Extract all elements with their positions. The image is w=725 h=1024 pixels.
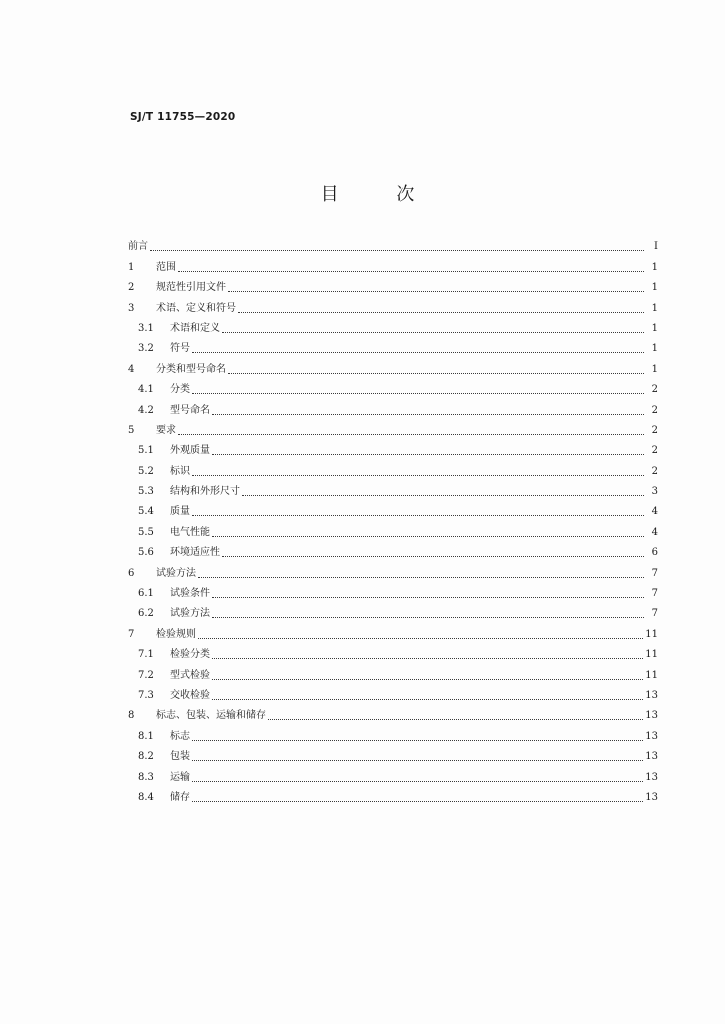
- toc-entry-page-number: 1: [651, 343, 658, 355]
- toc-entry-number: 8.4: [138, 791, 154, 803]
- dot-leader: [192, 739, 643, 741]
- toc-entry[interactable]: [128, 498, 658, 518]
- dot-leader: [178, 433, 644, 435]
- toc-entry-label: 要求: [156, 424, 176, 436]
- toc-entry-page-number: 1: [651, 282, 658, 294]
- toc-entry[interactable]: [128, 478, 658, 498]
- toc-entry-number: 8.1: [138, 730, 154, 742]
- toc-entry[interactable]: [128, 702, 658, 722]
- toc-entry-page-number: 11: [645, 649, 658, 661]
- toc-entry-number: 7.2: [138, 669, 154, 681]
- toc-entry-label: 标识: [170, 465, 190, 477]
- toc-entry-number: 2: [128, 282, 135, 294]
- toc-entry[interactable]: [128, 233, 658, 253]
- toc-entry-number: 5.1: [138, 445, 154, 457]
- toc-entry[interactable]: [128, 396, 658, 416]
- toc-entry-label: 分类和型号命名: [156, 363, 226, 375]
- toc-entry-page-number: 2: [651, 445, 658, 457]
- dot-leader: [228, 372, 644, 374]
- toc-entry[interactable]: [128, 457, 658, 477]
- toc-entry-page-number: 3: [651, 486, 658, 498]
- toc-entry-number: 6.1: [138, 588, 154, 600]
- toc-entry-number: 4.2: [138, 404, 154, 416]
- toc-entry-number: 3.1: [138, 322, 154, 334]
- toc-entry-label: 术语和定义: [170, 322, 220, 334]
- page-title: 目 次: [320, 184, 441, 205]
- toc-entry[interactable]: [128, 518, 658, 538]
- toc-entry-label: 试验条件: [170, 588, 210, 600]
- toc-entry[interactable]: [128, 294, 658, 314]
- toc-entry-label: 试验方法: [156, 567, 196, 579]
- toc-entry-label: 质量: [170, 506, 190, 518]
- toc-entry-page-number: 13: [645, 791, 658, 803]
- toc-entry-label: 范围: [156, 261, 176, 273]
- dot-leader: [178, 270, 644, 272]
- toc-entry-label: 结构和外形尺寸: [170, 486, 240, 498]
- toc-entry-number: 7: [128, 628, 135, 640]
- toc-entry-label: 交收检验: [170, 689, 210, 701]
- dot-leader: [268, 718, 643, 720]
- dot-leader: [192, 392, 644, 394]
- toc-entry-label: 标志: [170, 730, 190, 742]
- toc-entry-page-number: 13: [645, 730, 658, 742]
- dot-leader: [228, 290, 644, 292]
- toc-entry-label: 环境适应性: [170, 547, 220, 559]
- toc-entry-number: 8: [128, 710, 135, 722]
- toc-entry-number: 5.5: [138, 526, 154, 538]
- toc-entry-number: 4.1: [138, 384, 154, 396]
- dot-leader: [192, 474, 644, 476]
- toc-entry-number: 5.4: [138, 506, 154, 518]
- toc-entry-page-number: 2: [651, 424, 658, 436]
- dot-leader: [212, 535, 644, 537]
- toc-entry[interactable]: [128, 620, 658, 640]
- toc-entry-label: 符号: [170, 343, 190, 355]
- toc-entry-page-number: I: [654, 241, 658, 253]
- toc-entry-number: 6.2: [138, 608, 154, 620]
- toc-entry-label: 术语、定义和符号: [156, 302, 236, 314]
- toc-entry-page-number: 4: [651, 506, 658, 518]
- dot-leader: [242, 494, 644, 496]
- toc-entry-page-number: 11: [645, 669, 658, 681]
- toc-entry[interactable]: [128, 315, 658, 335]
- toc-entry[interactable]: [128, 335, 658, 355]
- dot-leader: [212, 596, 644, 598]
- dot-leader: [212, 453, 644, 455]
- toc-entry-page-number: 2: [651, 465, 658, 477]
- toc-entry[interactable]: [128, 539, 658, 559]
- toc-entry-page-number: 13: [645, 689, 658, 701]
- dot-leader: [192, 759, 643, 761]
- toc-entry-number: 7.1: [138, 649, 154, 661]
- toc-entry-page-number: 13: [645, 751, 658, 763]
- toc-entry-page-number: 1: [651, 261, 658, 273]
- dot-leader: [222, 331, 644, 333]
- toc-entry-label: 电气性能: [170, 526, 210, 538]
- toc-entry-page-number: 7: [651, 567, 658, 579]
- toc-entry[interactable]: [128, 743, 658, 763]
- toc-entry-page-number: 1: [651, 363, 658, 375]
- toc-entry-page-number: 13: [645, 710, 658, 722]
- toc-entry-page-number: 11: [645, 628, 658, 640]
- toc-entry-number: 4: [128, 363, 135, 375]
- toc-entry-label: 试验方法: [170, 608, 210, 620]
- toc-entry-page-number: 2: [651, 384, 658, 396]
- toc-entry-page-number: 1: [651, 302, 658, 314]
- toc-entry-number: 6: [128, 567, 135, 579]
- toc-entry-label: 标志、包装、运输和储存: [156, 710, 266, 722]
- dot-leader: [198, 576, 644, 578]
- toc-entry[interactable]: [128, 253, 658, 273]
- toc-entry-number: 8.2: [138, 751, 154, 763]
- toc-entry-page-number: 7: [651, 588, 658, 600]
- toc-entry-number: 5.6: [138, 547, 154, 559]
- toc-entry-number: 1: [128, 261, 135, 273]
- toc-entry-page-number: 2: [651, 404, 658, 416]
- toc-entry-label: 型号命名: [170, 404, 210, 416]
- toc-entry-number: 3.2: [138, 343, 154, 355]
- dot-leader: [192, 780, 643, 782]
- toc-entry[interactable]: [128, 376, 658, 396]
- toc-entry-page-number: 4: [651, 526, 658, 538]
- toc-entry-label: 检验规则: [156, 628, 196, 640]
- toc-entry[interactable]: [128, 559, 658, 579]
- toc-entry[interactable]: [128, 722, 658, 742]
- toc-entry[interactable]: [128, 355, 658, 375]
- toc-entry-page-number: 1: [651, 322, 658, 334]
- toc-entry-label: 前言: [128, 241, 148, 253]
- toc-entry[interactable]: [128, 641, 658, 661]
- dot-leader: [192, 351, 644, 353]
- toc-entry[interactable]: [128, 763, 658, 783]
- toc-entry[interactable]: [128, 437, 658, 457]
- toc-entry-label: 分类: [170, 384, 190, 396]
- toc-entry[interactable]: [128, 661, 658, 681]
- dot-leader: [150, 249, 644, 251]
- toc-entry[interactable]: [128, 600, 658, 620]
- toc-entry-number: 5: [128, 424, 135, 436]
- standard-number: SJ/T 11755—2020: [130, 111, 236, 123]
- toc-entry-number: 3: [128, 302, 135, 314]
- toc-entry-label: 规范性引用文件: [156, 282, 226, 294]
- toc-entry-page-number: 6: [651, 547, 658, 559]
- toc-entry-number: 5.2: [138, 465, 154, 477]
- toc-entry-label: 外观质量: [170, 445, 210, 457]
- toc-entry[interactable]: [128, 580, 658, 600]
- toc-entry-number: 8.3: [138, 771, 154, 783]
- toc-entry[interactable]: [128, 682, 658, 702]
- dot-leader: [212, 657, 643, 659]
- toc-entry-label: 检验分类: [170, 649, 210, 661]
- dot-leader: [212, 698, 643, 700]
- dot-leader: [212, 678, 643, 680]
- dot-leader: [212, 413, 644, 415]
- dot-leader: [222, 555, 644, 557]
- toc-entry-label: 型式检验: [170, 669, 210, 681]
- toc-entry-label: 储存: [170, 791, 190, 803]
- toc-entry[interactable]: [128, 784, 658, 804]
- toc-entry-label: 运输: [170, 771, 190, 783]
- dot-leader: [192, 514, 644, 516]
- dot-leader: [238, 311, 644, 313]
- toc-entry[interactable]: [128, 417, 658, 437]
- dot-leader: [198, 637, 643, 639]
- table-of-contents: [128, 233, 658, 804]
- toc-entry-page-number: 7: [651, 608, 658, 620]
- toc-entry-label: 包装: [170, 751, 190, 763]
- toc-entry-page-number: 13: [645, 771, 658, 783]
- dot-leader: [212, 616, 644, 618]
- toc-entry[interactable]: [128, 274, 658, 294]
- toc-entry-number: 5.3: [138, 486, 154, 498]
- dot-leader: [192, 800, 643, 802]
- toc-entry-number: 7.3: [138, 689, 154, 701]
